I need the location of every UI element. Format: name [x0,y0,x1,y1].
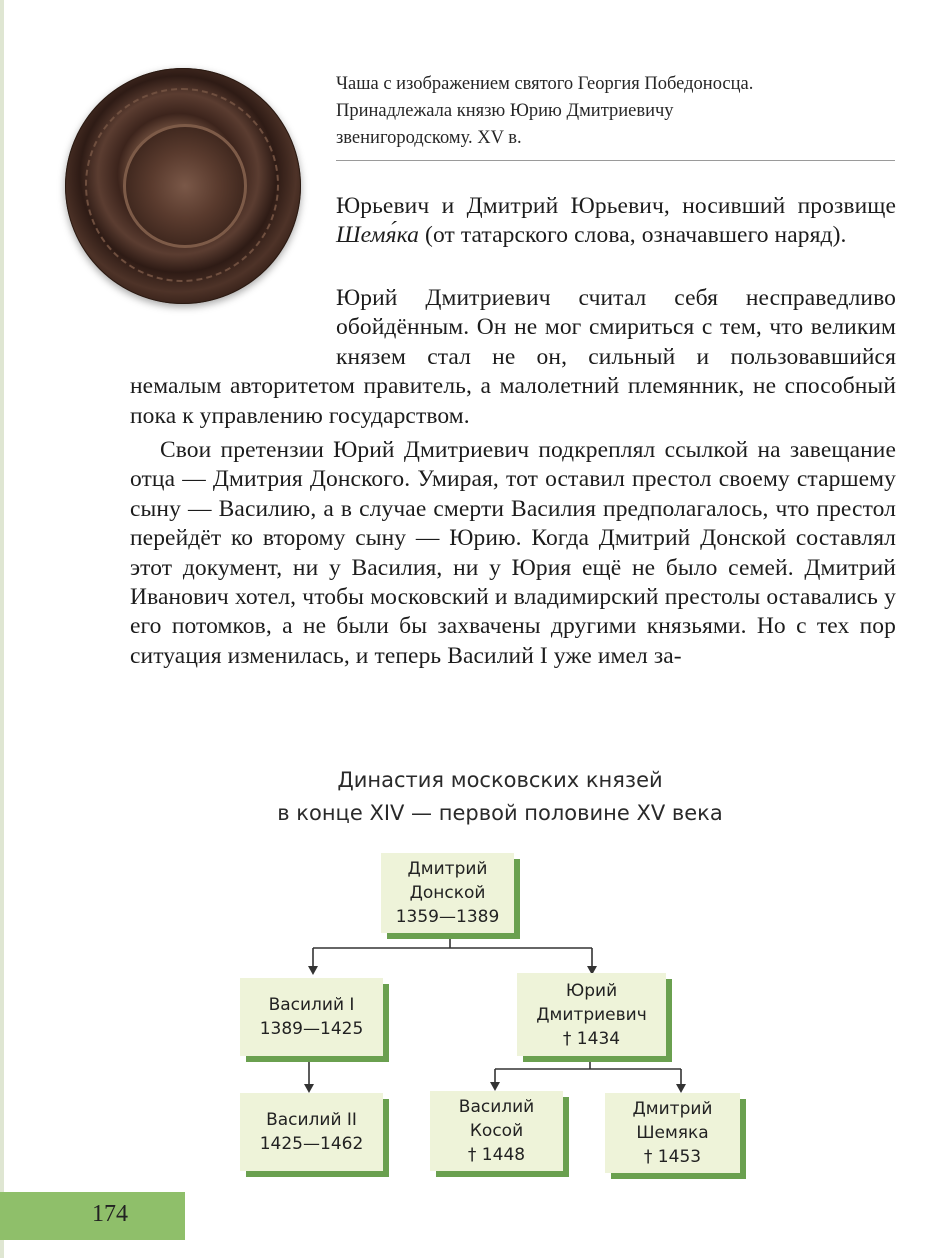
node-vasily-2 [240,1093,383,1171]
caption-line-3: звенигородскому. XV в. [336,128,522,148]
node-vasily-kosoy [430,1091,563,1171]
paragraph-3: Свои претензии Юрий Дмитриевич подкреплял ссылкой на завещание отца — Дмитрия Донского. Умирая, тот оставил престол своему старшему сыну — Василию, а в случае смерти Василия предполагалось, что престол перейдёт ко второму сыну — Юрию. Когда Дмитрий Донской составлял этот документ, ни у Василия, ни у Юрия ещё не было семей. Дмитрий Иванович хотел, чтобы московский и владимирский престолы оставались у его потомков, а не были бы захвачены другими князьями. Но с тех пор ситуация изменилась, и теперь Василий I уже имел за- [130,437,896,669]
node-dates: 1389—1425 [259,1019,364,1039]
node-name: Василий II [266,1110,357,1130]
page-edge [0,0,4,1258]
node-dates: † 1448 [467,1145,526,1165]
node-dates: 1425—1462 [259,1134,364,1154]
paragraph-2-text: Юрий Дмитриевич считал себя несправедливо обойдённым. Он не мог смириться с тем, что великим князем стал не он, сильный и пользовавшийся немалым авторитетом правитель, а малолетний племянник, не способный пока к управлению государством. [130,285,896,429]
node-name: Дмитрий [632,1099,713,1119]
paragraph-2 [130,284,896,431]
paragraph-1-end: (от татарского слова, означавшего наряд). [419,222,847,249]
node-name: Василий [458,1097,535,1117]
diagram-title-line-1: Династия московских князей [337,768,663,792]
caption-divider [336,160,895,161]
paragraph-1-start: Юрьевич и Дмитрий Юрьевич, носивший прозвище [336,193,896,219]
nickname-term: Шемя́ка [336,222,420,249]
page-number: 174 [92,1201,128,1227]
node-name: Косой [469,1121,524,1141]
node-name: Юрий [565,980,618,1001]
node-name: Василий I [268,995,355,1015]
node-dmitry-shemyaka [605,1093,740,1173]
node-dmitry-donskoy [381,853,514,933]
caption-line-1: Чаша с изображением святого Георгия Победоносца. [336,74,754,94]
caption-line-2: Принадлежала князю Юрию Дмитриевичу [336,101,674,121]
node-name: Дмитриевич [536,1004,647,1025]
node-vasily-1 [240,978,383,1056]
diagram-title-line-2: в конце XIV — первой половине XV века [277,801,723,825]
node-dates: † 1453 [643,1147,702,1167]
bowl-photo [65,68,301,304]
illustration-caption [336,71,900,152]
node-dates: † 1434 [562,1028,621,1049]
node-name: Донской [409,883,486,903]
paragraph-1 [336,192,896,251]
node-name: Шемяка [636,1123,709,1143]
node-dates: 1359—1389 [395,907,500,927]
node-yury-dmitrievich [517,973,666,1056]
node-name: Дмитрий [407,859,488,879]
